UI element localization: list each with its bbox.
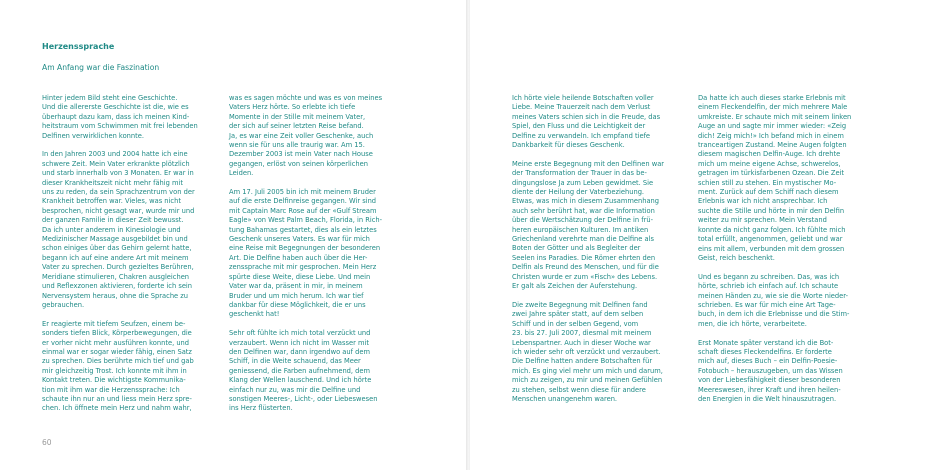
paragraph: Erst Monate später verstand ich die Bot- schaft dieses Fleckendelfins. Er forderte mich auf, dieses Buch – ein Delfin-Poesie- Fotobuch – herauszugeben, um das Wissen von der Liebesfähigkeit dieser besonderen Meereswesen, ihrer Kraft und ihren heilen- den Energien in die Welt hinauszutragen.	[698, 338, 843, 403]
chapter-heading: Herzenssprache	[42, 42, 115, 51]
left-page	[0, 0, 467, 470]
text-column-2	[229, 94, 409, 423]
text-column-3	[512, 94, 692, 414]
chapter-subheading: Am Anfang war die Faszination	[42, 63, 160, 72]
paragraph: Meine erste Begegnung mit den Delfinen war der Transformation der Trauer in das be- dingungslose Ja zum Leben gewidmet. Sie diente der Heilung der Vaterbeziehung. Etwas, was mich in diesem Zusammenhang auch sehr berührt hat, war die Information über die Wertschätzung der Delfine in frü- heren europäischen Kulturen. Im antiken Griechenland verehrte man die Delfine als Boten der Götter und als Begleiter der Seelen ins Paradies. Die Römer ehrten den Delfin als Freund des Menschen, und für die Christen wurde er zum «Fisch» des Lebens. Er galt als Zeichen der Auferstehung.	[512, 159, 665, 291]
paragraph: Die zweite Begegnung mit Delfinen fand zwei Jahre später statt, auf dem selben Schiff und in der selben Gegend, vom 23. bis 27. Juli 2007, diesmal mit meinem Lebenspartner. Auch in dieser Woche war ich wieder sehr oft verzückt und verzaubert. Die Delfine hatten andere Botschaften für mich. Es ging viel mehr um mich und darum, mich zu zeigen, zu mir und meinen Gefühlen zu stehen, selbst wenn diese für andere Menschen unangenehm waren.	[512, 300, 663, 403]
paragraph: Da hatte ich auch dieses starke Erlebnis mit einem Fleckendelfin, der mich mehrere Male umkreiste. Er schaute mich mit seinem linken Auge an und sagte mir immer wieder: «Zeig dich! Zeig mich!» Ich befand mich in einem tranceartigen Zustand. Meine Augen folgten diesem magischen Delfin-Auge. Ich drehte mich um meine eigene Achse, schwerelos, getragen im türkisfarbenen Ozean. Die Zeit schien still zu stehen. Ein mystischer Mo- ment. Zurück auf dem Schiff nach diesem Erlebnis war ich nicht ansprechbar. Ich suchte die Stille und hörte in mir den Delfin weiter zu mir sprechen. Mein Verstand konnte da nicht ganz folgen. Ich fühlte mich total erfüllt, angenommen, geliebt und war eins mit allem, verbunden mit dem grossen Geist, reich beschenkt.	[698, 94, 852, 262]
paragraph: Er reagierte mit tiefem Seufzen, einem be- sonders tiefen Blick, Körperbewegungen, die er vorher nicht mehr ausführen konnte, und einmal war er sogar wieder fähig, einen Satz zu sprechen. Dies berührte mich tief und gab mir gleichzeitig Trost. Ich konnte mit ihm in Kontakt treten. Die wichtigste Kommunika- tion mit ihm war die Herzenssprache: Ich schaute ihn nur an und liess mein Herz spre- chen. Ich öffnete mein Herz und nahm wahr,	[42, 319, 194, 413]
text-column-4	[698, 94, 884, 414]
text-column-1	[42, 94, 222, 423]
paragraph: Am 17. Juli 2005 bin ich mit meinem Bruder auf die erste Delfinreise gegangen. Wir sind mit Captain Marc Rose auf der «Gulf Stream Eagle» von West Palm Beach, Florida, in Rich- tung Bahamas gestartet, dies als ein letztes Geschenk unseres Vaters. Es war für mich eine Reise mit Begegnungen der besonderen Art. Die Delfine haben auch über die Her- zenssprache mit mir gesprochen. Mein Herz spürte diese Weite, diese Liebe. Und mein Vater war da, präsent in mir, in meinem Bruder und um mich herum. Ich war tief dankbar für diese Möglichkeit, die er uns geschenkt hat!	[229, 188, 383, 319]
paragraph: was es sagen möchte und was es von meines Vaters Herz hörte. So erlebte ich tiefe Momente in der Stille mit meinem Vater, der sich auf seiner letzten Reise befand. Ja, es war eine Zeit voller Geschenke, auch wenn sie für uns alle traurig war. Am 15. Dezember 2003 ist mein Vater nach House gegangen, erlöst von seinen körperlichen Leiden.	[229, 94, 383, 178]
paragraph: Hinter jedem Bild steht eine Geschichte. Und die allererste Geschichte ist die, wie es überhaupt dazu kam, dass ich meinen Kind- heitstraum vom Schwimmen mit frei lebenden Delfinen verwirklichen konnte.	[42, 94, 198, 140]
paragraph: Ich hörte viele heilende Botschaften voller Liebe. Meine Trauerzeit nach dem Verlust meines Vaters schien sich in die Freude, das Spiel, den Fluss und die Leichtigkeit der Delfine zu verwandeln. Ich empfand tiefe Dankbarkeit für dieses Geschenk.	[512, 94, 661, 150]
paragraph: Sehr oft fühlte ich mich total verzückt und verzaubert. Wenn ich nicht im Wasser mit den Delfinen war, dann irgendwo auf dem Schiff, in die Weite schauend, das Meer geniessend, die Farben aufnehmend, dem Klang der Wellen lauschend. Und ich hörte einfach nur zu, was mir die Delfine und sonstigen Meeres-, Licht-, oder Liebeswesen ins Herz flüsterten.	[229, 329, 378, 413]
paragraph: In den Jahren 2003 und 2004 hatte ich eine schwere Zeit. Mein Vater erkrankte plötzlich und starb innerhalb von 3 Monaten. Er war in dieser Krankheitszeit nicht mehr fähig mit uns zu reden, da sein Sprachzentrum von der Krankheit betroffen war. Vieles, was nicht besprochen, nicht gesagt war, wurde mir und der ganzen Familie in dieser Zeit bewusst. Da ich unter anderem in Kinesiologie und Medizinischer Massage ausgebildet bin und schon einiges über das Gehirn gelernt hatte, begann ich auf eine andere Art mit meinem Vater zu sprechen. Durch gezieltes Berühren, Meridiane stimulieren, Chakren ausgleichen und Reflexzonen aktivieren, forderte ich sein Nervensystem heraus, ohne die Sprache zu gebrauchen.	[42, 150, 195, 309]
page-number: 60	[42, 438, 52, 447]
paragraph: Und es begann zu schreiben. Das, was ich hörte, schrieb ich einfach auf. Ich schaute meinen Händen zu, wie sie die Worte nieder- schrieben. Es war für mich eine Art Tage- buch, in dem ich die Erlebnisse und die Stim- men, die ich hörte, verarbeitete.	[698, 272, 850, 328]
